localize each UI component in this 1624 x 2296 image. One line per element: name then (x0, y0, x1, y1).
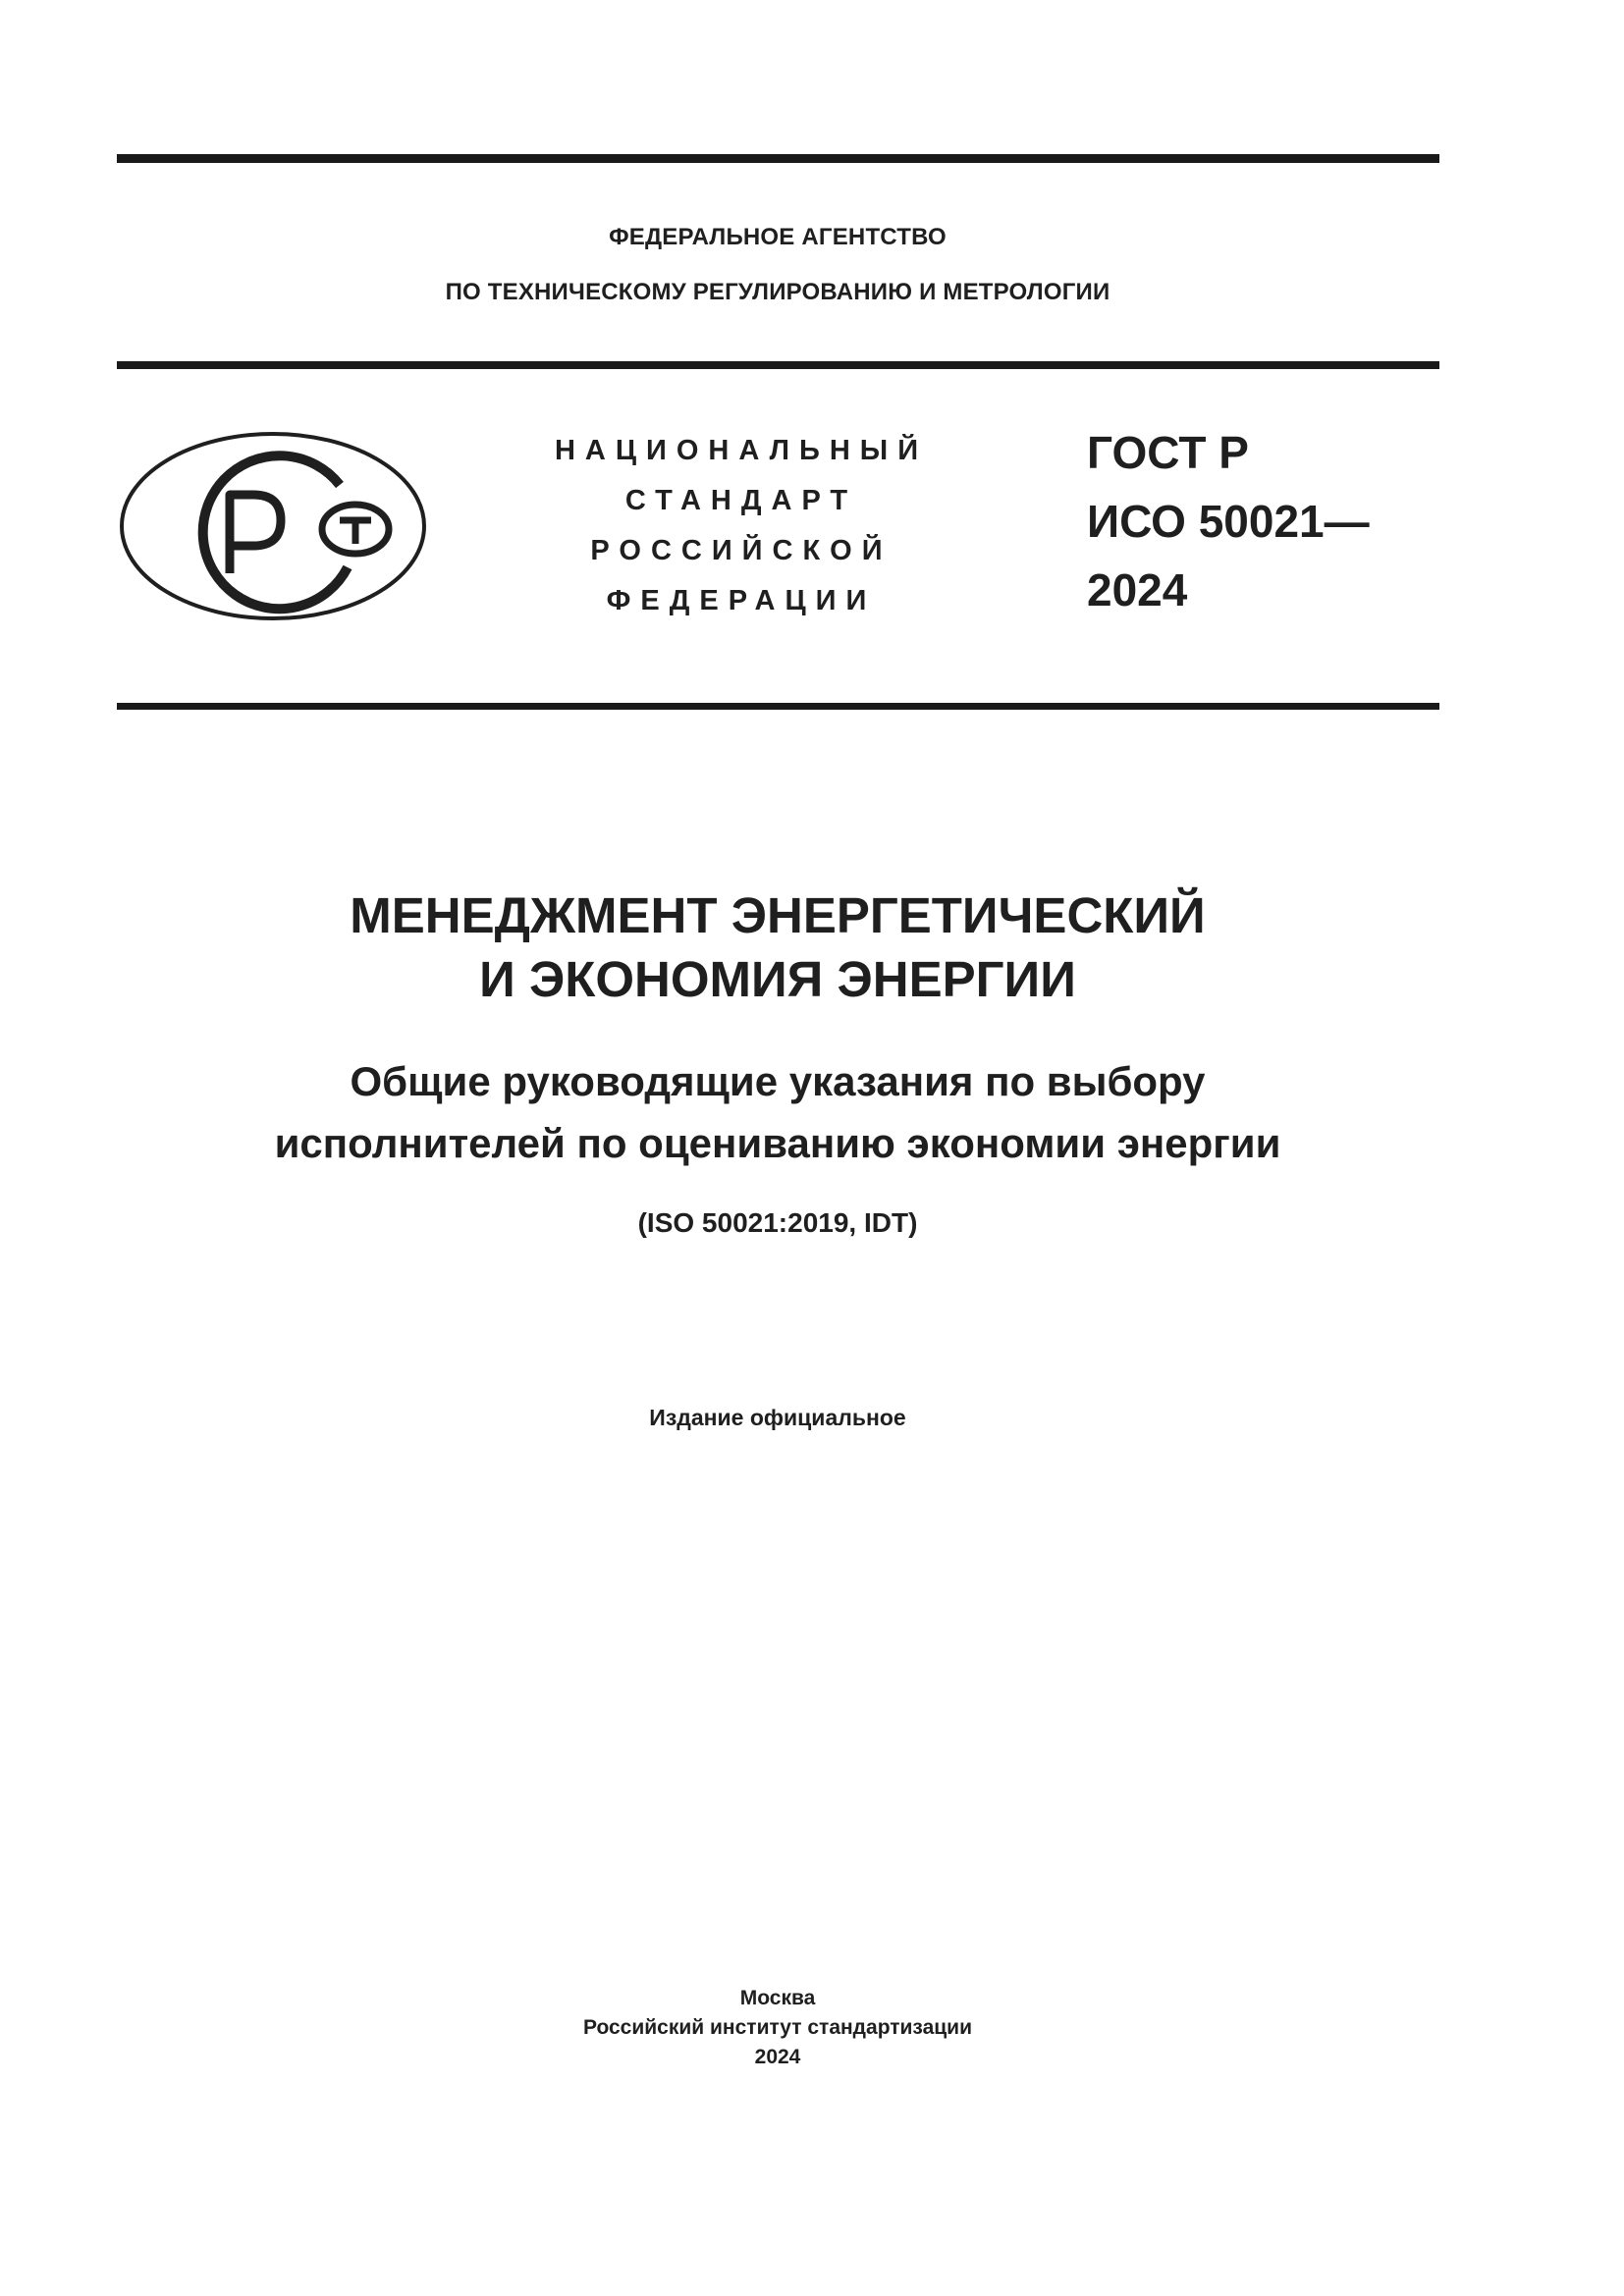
designation-line: 2024 (1087, 564, 1188, 615)
designation-line: ГОСТ Р (1087, 427, 1249, 478)
subtitle-line: исполнителей по оцениванию экономии энергии (274, 1120, 1281, 1166)
edition-label: Издание официальное (649, 1405, 906, 1430)
top-rule (117, 154, 1439, 163)
document-title (0, 883, 1555, 1011)
header-bottom-rule (117, 703, 1439, 710)
agency-name-line-2: ПО ТЕХНИЧЕСКОМУ РЕГУЛИРОВАНИЮ И МЕТРОЛОГИИ (445, 279, 1110, 305)
iso-reference: (ISO 50021:2019, IDT) (637, 1207, 918, 1238)
rst-logo-icon (116, 428, 430, 624)
national-standard-line: СТАНДАРТ (624, 485, 858, 516)
imprint-year: 2024 (754, 2046, 801, 2068)
title-line: МЕНЕДЖМЕНТ ЭНЕРГЕТИЧЕСКИЙ (350, 887, 1206, 943)
national-standard-line: РОССИЙСКОЙ (590, 535, 893, 566)
title-line: И ЭКОНОМИЯ ЭНЕРГИИ (479, 951, 1076, 1007)
national-standard-line: ФЕДЕРАЦИИ (606, 585, 877, 616)
subtitle-line: Общие руководящие указания по выбору (350, 1058, 1206, 1104)
designation-line: ИСО 50021— (1087, 496, 1370, 547)
agency-name-line-1: ФЕДЕРАЛЬНОЕ АГЕНТСТВО (609, 224, 947, 250)
standard-designation (1087, 418, 1370, 624)
document-subtitle (0, 1050, 1555, 1174)
national-standard-line: НАЦИОНАЛЬНЫЙ (554, 435, 929, 466)
imprint-publisher: Российский институт стандартизации (582, 2016, 973, 2039)
publisher-imprint (0, 1984, 1555, 2072)
national-standard-label (511, 426, 972, 626)
header-divider-rule (117, 361, 1439, 369)
imprint-city: Москва (739, 1987, 816, 2009)
